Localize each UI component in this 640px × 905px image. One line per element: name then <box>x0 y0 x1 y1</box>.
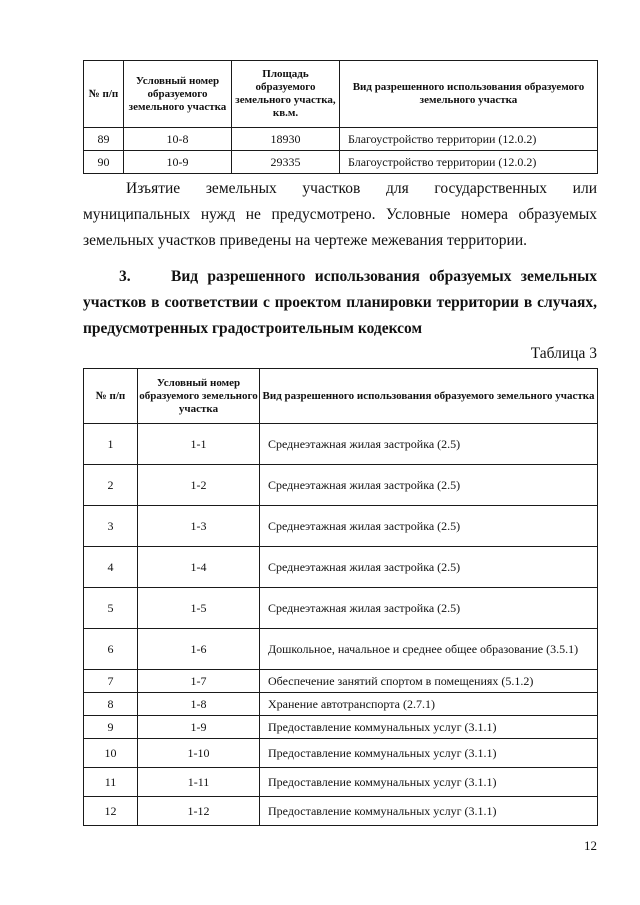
cell-permitted-use: Предоставление коммунальных услуг (3.1.1) <box>260 768 598 797</box>
cell-permitted-use: Среднеэтажная жилая застройка (2.5) <box>260 588 598 629</box>
cell-permitted-use: Предоставление коммунальных услуг (3.1.1) <box>260 739 598 768</box>
table-row <box>84 797 598 826</box>
header-number: № п/п <box>84 369 138 424</box>
cell-permitted-use: Среднеэтажная жилая застройка (2.5) <box>260 547 598 588</box>
header-plot-area: Площадь образуемого земельного участка, кв.м. <box>232 61 340 128</box>
cell-number: 89 <box>84 128 124 151</box>
cell-number: 90 <box>84 151 124 174</box>
cell-number: 12 <box>84 797 138 826</box>
body-paragraph: Изъятие земельных участков для государственных или муниципальных нужд не предусмотрено. Условные номера образуемых земельных участков приведены на чертеже межевания территории. <box>83 180 597 249</box>
table-caption: Таблица 3 <box>530 345 597 362</box>
table-row <box>84 151 598 174</box>
cell-plot-area: 18930 <box>232 128 340 151</box>
table-row <box>84 739 598 768</box>
table-row <box>84 629 598 670</box>
cell-permitted-use: Благоустройство территории (12.0.2) <box>340 128 598 151</box>
cell-number: 3 <box>84 506 138 547</box>
table-row <box>84 424 598 465</box>
cell-plot-code: 1-12 <box>138 797 260 826</box>
cell-number: 2 <box>84 465 138 506</box>
cell-number: 5 <box>84 588 138 629</box>
cell-number: 6 <box>84 629 138 670</box>
cell-plot-code: 1-9 <box>138 716 260 739</box>
cell-number: 10 <box>84 739 138 768</box>
permitted-use-table <box>83 368 598 826</box>
cell-number: 11 <box>84 768 138 797</box>
table-header-row <box>84 61 598 128</box>
cell-plot-code: 1-4 <box>138 547 260 588</box>
cell-permitted-use: Хранение автотранспорта (2.7.1) <box>260 693 598 716</box>
header-plot-code: Условный номер образуемого земельного участка <box>124 61 232 128</box>
table-row <box>84 670 598 693</box>
cell-permitted-use: Благоустройство территории (12.0.2) <box>340 151 598 174</box>
table-row <box>84 465 598 506</box>
section-title: Вид разрешенного использования образуемых земельных участков в соответствии с проектом планировки территории в случаях, предусмотренных градостроительным кодексом <box>83 268 597 337</box>
section-number: 3. <box>119 268 131 285</box>
table-header-row <box>84 369 598 424</box>
table-row <box>84 693 598 716</box>
cell-permitted-use: Среднеэтажная жилая застройка (2.5) <box>260 424 598 465</box>
cell-number: 7 <box>84 670 138 693</box>
cell-permitted-use: Обеспечение занятий спортом в помещениях (5.1.2) <box>260 670 598 693</box>
section-heading <box>83 264 597 342</box>
table-row <box>84 506 598 547</box>
cell-plot-code: 1-6 <box>138 629 260 670</box>
cell-permitted-use: Среднеэтажная жилая застройка (2.5) <box>260 506 598 547</box>
cell-plot-code: 1-5 <box>138 588 260 629</box>
cell-plot-code: 1-3 <box>138 506 260 547</box>
header-plot-code: Условный номер образуемого земельного участка <box>138 369 260 424</box>
cell-plot-code: 10-9 <box>124 151 232 174</box>
cell-plot-code: 1-2 <box>138 465 260 506</box>
table-row <box>84 128 598 151</box>
cell-number: 9 <box>84 716 138 739</box>
table-row <box>84 588 598 629</box>
cell-plot-code: 1-8 <box>138 693 260 716</box>
cell-plot-area: 29335 <box>232 151 340 174</box>
cell-permitted-use: Предоставление коммунальных услуг (3.1.1) <box>260 797 598 826</box>
cell-number: 1 <box>84 424 138 465</box>
cell-plot-code: 1-11 <box>138 768 260 797</box>
header-number: № п/п <box>84 61 124 128</box>
cell-plot-code: 1-7 <box>138 670 260 693</box>
cell-plot-code: 1-1 <box>138 424 260 465</box>
cell-permitted-use: Предоставление коммунальных услуг (3.1.1) <box>260 716 598 739</box>
cell-permitted-use: Дошкольное, начальное и среднее общее образование (3.5.1) <box>260 629 598 670</box>
page-number: 12 <box>584 838 597 853</box>
header-permitted-use: Вид разрешенного использования образуемого земельного участка <box>260 369 598 424</box>
cell-permitted-use: Среднеэтажная жилая застройка (2.5) <box>260 465 598 506</box>
table-row <box>84 716 598 739</box>
table-row <box>84 547 598 588</box>
cell-number: 4 <box>84 547 138 588</box>
land-plots-table-continuation <box>83 60 598 174</box>
table-row <box>84 768 598 797</box>
header-permitted-use: Вид разрешенного использования образуемого земельного участка <box>340 61 598 128</box>
cell-number: 8 <box>84 693 138 716</box>
cell-plot-code: 1-10 <box>138 739 260 768</box>
cell-plot-code: 10-8 <box>124 128 232 151</box>
